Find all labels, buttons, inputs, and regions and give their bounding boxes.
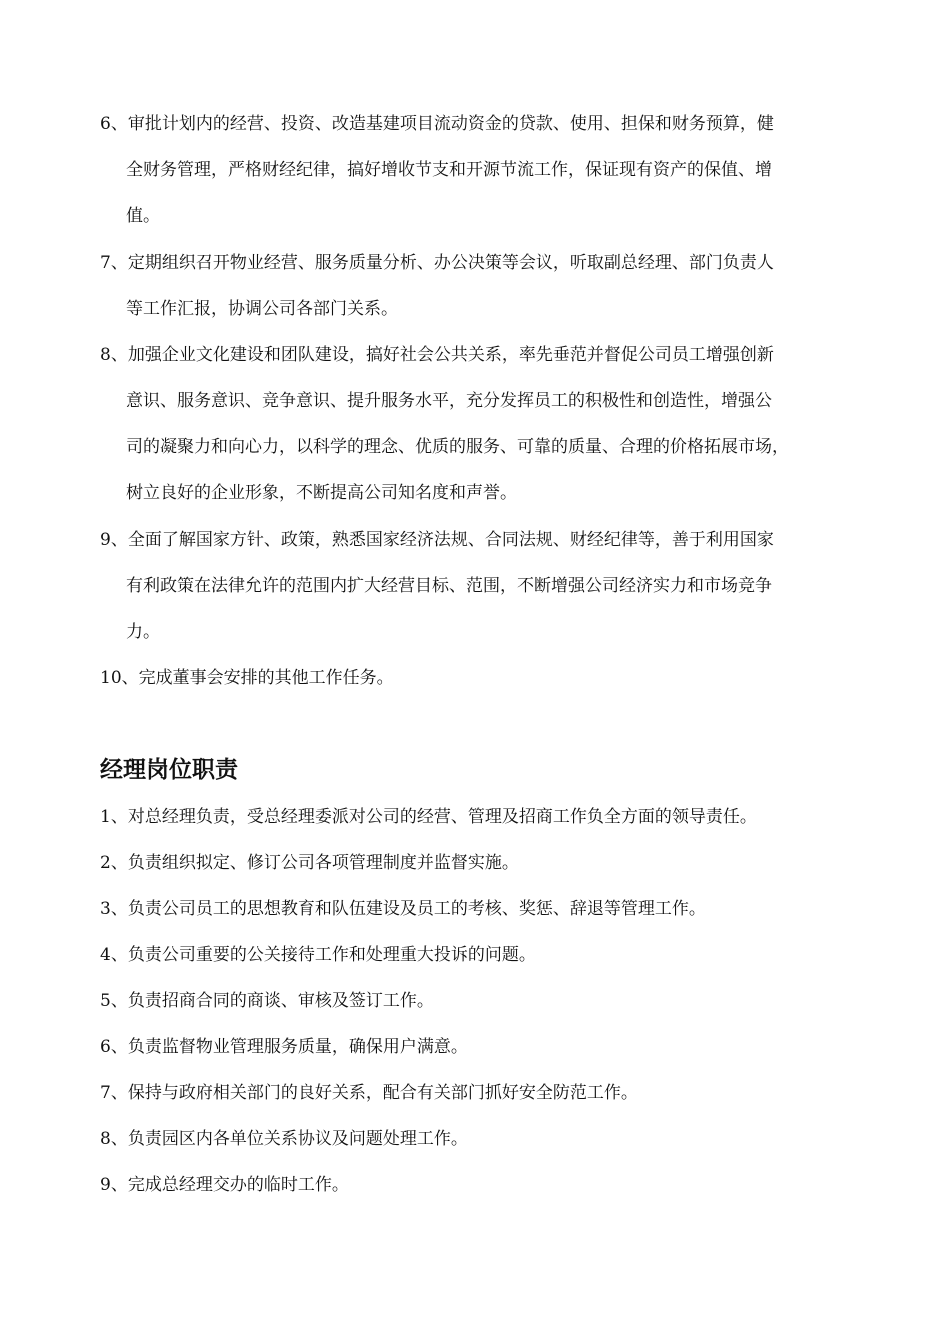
item-line: 司的凝聚力和向心力，以科学的理念、优质的服务、可靠的质量、合理的价格拓展市场， [126, 437, 789, 457]
section-heading: 经理岗位职责 [100, 757, 238, 783]
item-line: 值。 [126, 206, 160, 226]
item-number: 8、 [100, 345, 128, 365]
item-line: 有利政策在法律允许的范围内扩大经营目标、范围，不断增强公司经济实力和市场竞争 [126, 576, 772, 596]
item-number: 9、 [100, 1175, 128, 1195]
item-text: 负责公司员工的思想教育和队伍建设及员工的考核、奖惩、辞退等管理工作。 [127, 899, 706, 919]
item-number: 1、 [100, 807, 128, 827]
item-line: 树立良好的企业形象，不断提高公司知名度和声誉。 [126, 483, 517, 503]
item-text: 负责监督物业管理服务质量，确保用户满意。 [127, 1037, 468, 1057]
item-number: 6、 [100, 1037, 128, 1057]
list-item [100, 101, 890, 239]
item-line: 7、定期组织召开物业经营、服务质量分析、办公决策等会议，听取副总经理、部门负责人 [100, 253, 774, 273]
list-item [100, 655, 890, 701]
list-item [100, 517, 890, 655]
item-number: 8、 [100, 1129, 128, 1149]
item-text: 对总经理负责，受总经理委派对公司的经营、管理及招商工作负全方面的领导责任。 [127, 807, 757, 827]
list-item [100, 848, 890, 878]
list-item [100, 332, 890, 516]
item-line: 力。 [126, 622, 160, 642]
item-number: 10、 [100, 668, 139, 688]
item-line: 全财务管理，严格财经纪律，搞好增收节支和开源节流工作，保证现有资产的保值、增 [126, 160, 772, 180]
item-number: 9、 [100, 530, 128, 550]
item-text: 保持与政府相关部门的良好关系，配合有关部门抓好安全防范工作。 [127, 1083, 638, 1103]
list-item [100, 940, 890, 970]
item-line: 等工作汇报，协调公司各部门关系。 [126, 299, 398, 319]
item-number: 4、 [100, 945, 128, 965]
item-line: 9、全面了解国家方针、政策，熟悉国家经济法规、合同法规、财经纪律等，善于利用国家 [100, 530, 774, 550]
list-item [100, 1170, 890, 1200]
item-text: 负责公司重要的公关接待工作和处理重大投诉的问题。 [127, 945, 536, 965]
item-line: 6、审批计划内的经营、投资、改造基建项目流动资金的贷款、使用、担保和财务预算，健 [100, 114, 774, 134]
item-line: 10、完成董事会安排的其他工作任务。 [100, 668, 394, 688]
item-line: 8、加强企业文化建设和团队建设，搞好社会公共关系，率先垂范并督促公司员工增强创新 [100, 345, 774, 365]
list-item [100, 986, 890, 1016]
item-line: 意识、服务意识、竞争意识、提升服务水平，充分发挥员工的积极性和创造性，增强公 [126, 391, 772, 411]
item-text: 完成总经理交办的临时工作。 [127, 1175, 349, 1195]
list-item [100, 240, 890, 332]
item-number: 7、 [100, 1083, 128, 1103]
item-number: 6、 [100, 114, 128, 134]
list-item [100, 1124, 890, 1154]
list-item [100, 802, 890, 832]
item-text: 负责招商合同的商谈、审核及签订工作。 [127, 991, 434, 1011]
item-number: 7、 [100, 253, 128, 273]
item-number: 3、 [100, 899, 128, 919]
list-item [100, 1078, 890, 1108]
item-text: 负责园区内各单位关系协议及问题处理工作。 [127, 1129, 468, 1149]
item-number: 5、 [100, 991, 128, 1011]
list-item [100, 1032, 890, 1062]
item-number: 2、 [100, 853, 128, 873]
list-item [100, 894, 890, 924]
item-text: 负责组织拟定、修订公司各项管理制度并监督实施。 [127, 853, 519, 873]
